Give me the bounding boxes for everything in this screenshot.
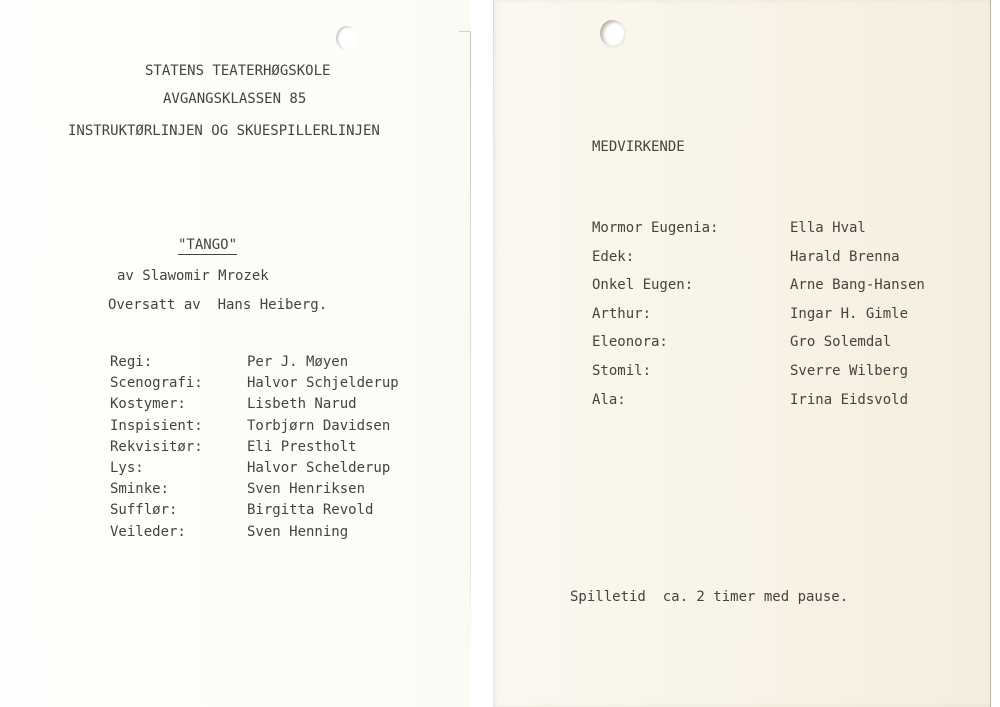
credit-name: Halvor Schjelderup xyxy=(247,375,399,392)
cast-name: Harald Brenna xyxy=(790,248,900,265)
cast-row xyxy=(592,306,925,335)
credit-row xyxy=(110,481,399,502)
cast-name: Ingar H. Gimle xyxy=(790,305,909,322)
cast-role: Stomil: xyxy=(592,362,652,379)
class-line: AVGANGSKLASSEN 85 xyxy=(163,91,307,107)
credit-row xyxy=(110,396,399,417)
cast-row xyxy=(592,249,925,278)
credit-role: Inspisient: xyxy=(110,417,203,434)
cast-name: Irina Eidsvold xyxy=(790,391,909,408)
play-translator: Oversatt av Hans Heiberg. xyxy=(108,297,328,313)
cast-row xyxy=(592,363,925,392)
cast-row xyxy=(592,334,925,363)
cast-role: Eleonora: xyxy=(592,334,668,351)
credit-role: Sminke: xyxy=(110,481,170,498)
program-line: INSTRUKTØRLINJEN OG SKUESPILLERLINJEN xyxy=(68,123,380,139)
cast-list xyxy=(592,220,925,420)
punch-hole-left-page xyxy=(336,26,357,50)
credit-row xyxy=(110,502,399,523)
cast-role: Onkel Eugen: xyxy=(592,277,694,294)
cast-name: Gro Solemdal xyxy=(790,334,892,351)
cast-heading: MEDVIRKENDE xyxy=(592,139,685,155)
credit-role: Sufflør: xyxy=(110,502,178,519)
credit-row xyxy=(110,418,399,439)
runtime-note: Spilletid ca. 2 timer med pause. xyxy=(570,589,849,605)
credit-row xyxy=(110,460,399,481)
cast-row xyxy=(592,392,925,421)
credit-name: Lisbeth Narud xyxy=(247,396,357,413)
cast-role: Arthur: xyxy=(592,305,652,322)
credit-role: Veileder: xyxy=(110,523,186,540)
left-page-edge-tick xyxy=(459,31,471,32)
right-page-left-edge xyxy=(493,0,494,230)
credit-name: Per J. Møyen xyxy=(247,354,349,370)
school-name: STATENS TEATERHØGSKOLE xyxy=(145,63,331,79)
credit-role: Scenografi: xyxy=(110,375,203,392)
credit-role: Regi: xyxy=(110,354,153,370)
play-author: av Slawomir Mrozek xyxy=(117,268,269,284)
credit-role: Lys: xyxy=(110,459,144,476)
cast-row xyxy=(592,220,925,249)
credit-role: Kostymer: xyxy=(110,396,186,413)
credit-name: Halvor Schelderup xyxy=(247,459,391,476)
credit-role: Rekvisitør: xyxy=(110,438,203,455)
production-credits-list xyxy=(110,354,399,545)
play-title xyxy=(178,238,237,253)
credit-name: Eli Prestholt xyxy=(247,438,357,455)
cast-role: Edek: xyxy=(592,248,635,265)
credit-name: Sven Henriksen xyxy=(247,481,366,498)
cast-role: Ala: xyxy=(592,391,626,408)
credit-name: Sven Henning xyxy=(247,523,349,540)
credit-row xyxy=(110,524,399,545)
credit-row xyxy=(110,354,399,375)
cast-row xyxy=(592,277,925,306)
left-page-right-edge xyxy=(470,32,471,652)
credit-row xyxy=(110,375,399,396)
cast-name: Arne Bang-Hansen xyxy=(790,277,925,294)
credit-row xyxy=(110,439,399,460)
cast-name: Sverre Wilberg xyxy=(790,362,909,379)
punch-hole-right-page xyxy=(600,20,624,46)
cast-name: Ella Hval xyxy=(790,220,866,236)
play-title-text: "TANGO" xyxy=(178,237,238,253)
credit-name: Birgitta Revold xyxy=(247,502,374,519)
cast-role: Mormor Eugenia: xyxy=(592,220,719,236)
credit-name: Torbjørn Davidsen xyxy=(247,417,391,434)
